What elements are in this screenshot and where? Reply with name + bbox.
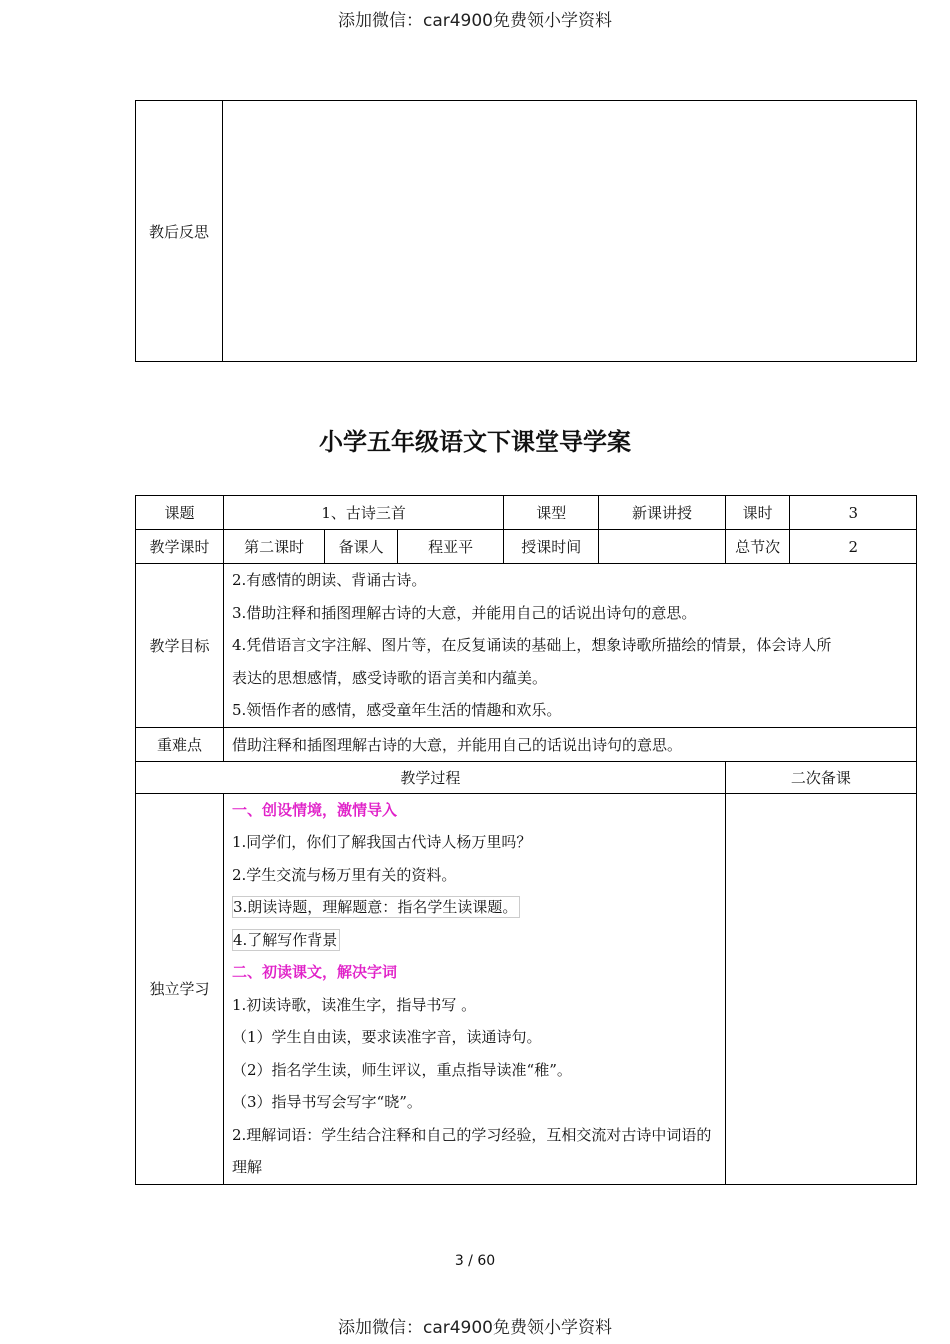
reflection-label: 教后反思 — [136, 101, 223, 362]
process-line: 2.学生交流与杨万里有关的资料。 — [232, 865, 457, 884]
notes-header: 二次备课 — [725, 761, 916, 793]
preparer-value: 程亚平 — [397, 530, 503, 564]
topic-value: 1、古诗三首 — [224, 496, 504, 530]
lesson-label: 教学课时 — [136, 530, 224, 564]
process-header: 教学过程 — [136, 761, 726, 793]
section-heading: 二、初读课文，解决字词 — [232, 963, 398, 981]
type-value: 新课讲授 — [599, 496, 725, 530]
process-line: 2.理解词语：学生结合注释和自己的学习经验，互相交流对古诗中词语的 — [232, 1125, 712, 1144]
time-label: 授课时间 — [504, 530, 599, 564]
lesson-value: 第二课时 — [224, 530, 325, 564]
process-line: （3）指导书写会写字“晓”。 — [232, 1093, 422, 1111]
goal-line: 2.有感情的朗读、背诵古诗。 — [232, 571, 427, 589]
process-line-text: 4.了解写作背景 — [232, 929, 340, 951]
goals-label: 教学目标 — [136, 564, 224, 728]
goal-line: 3.借助注释和插图理解古诗的大意，并能用自己的话说出诗句的意思。 — [232, 603, 697, 622]
type-label: 课型 — [504, 496, 599, 530]
total-label: 总节次 — [725, 530, 790, 564]
watermark-top: 添加微信：car4900免费领小学资料 — [337, 11, 613, 31]
notes-content — [725, 793, 916, 1184]
process-line: （1）学生自由读，要求读准字音，读通诗句。 — [232, 1028, 542, 1046]
goal-line: 5.领悟作者的感情，感受童年生活的情趣和欢乐。 — [232, 701, 562, 719]
reflection-content — [223, 101, 917, 362]
reflection-table — [135, 100, 917, 362]
process-line-text: 3.朗读诗题，理解题意：指名学生读课题。 — [232, 896, 520, 918]
page-number: 3 / 60 — [454, 1253, 496, 1269]
key-points-label: 重难点 — [136, 727, 224, 761]
goals-content — [224, 564, 917, 728]
faded-header-line — [0, 30, 950, 40]
goal-line: 4.凭借语言文字注解、图片等，在反复诵读的基础上，想象诗歌所描绘的情景，体会诗人所 — [232, 636, 832, 654]
preparer-label: 备课人 — [325, 530, 398, 564]
section-label: 独立学习 — [136, 793, 224, 1184]
section-heading: 一、创设情境，激情导入 — [232, 800, 398, 819]
document-title: 小学五年级语文下课堂导学案 — [319, 428, 631, 456]
key-points-text: 借助注释和插图理解古诗的大意，并能用自己的话说出诗句的意思。 — [224, 727, 917, 761]
hours-value: 3 — [790, 496, 917, 530]
process-line: 理解 — [232, 1158, 263, 1176]
goal-line: 表达的思想感情，感受诗歌的语言美和内蕴美。 — [232, 668, 548, 687]
process-line — [232, 924, 717, 957]
topic-label: 课题 — [136, 496, 224, 530]
watermark-bottom: 添加微信：car4900免费领小学资料 — [337, 1318, 613, 1338]
process-line: 1.同学们，你们了解我国古代诗人杨万里吗？ — [232, 833, 532, 851]
hours-label: 课时 — [725, 496, 790, 530]
process-line: 1.初读诗歌，读准生字，指导书写 。 — [232, 995, 477, 1014]
time-value — [599, 530, 725, 564]
process-content — [224, 793, 726, 1184]
process-line — [232, 891, 717, 924]
process-line: （2）指名学生读，师生评议，重点指导读准“稚”。 — [232, 1060, 572, 1079]
lesson-plan-table — [135, 495, 917, 1185]
total-value: 2 — [790, 530, 917, 564]
